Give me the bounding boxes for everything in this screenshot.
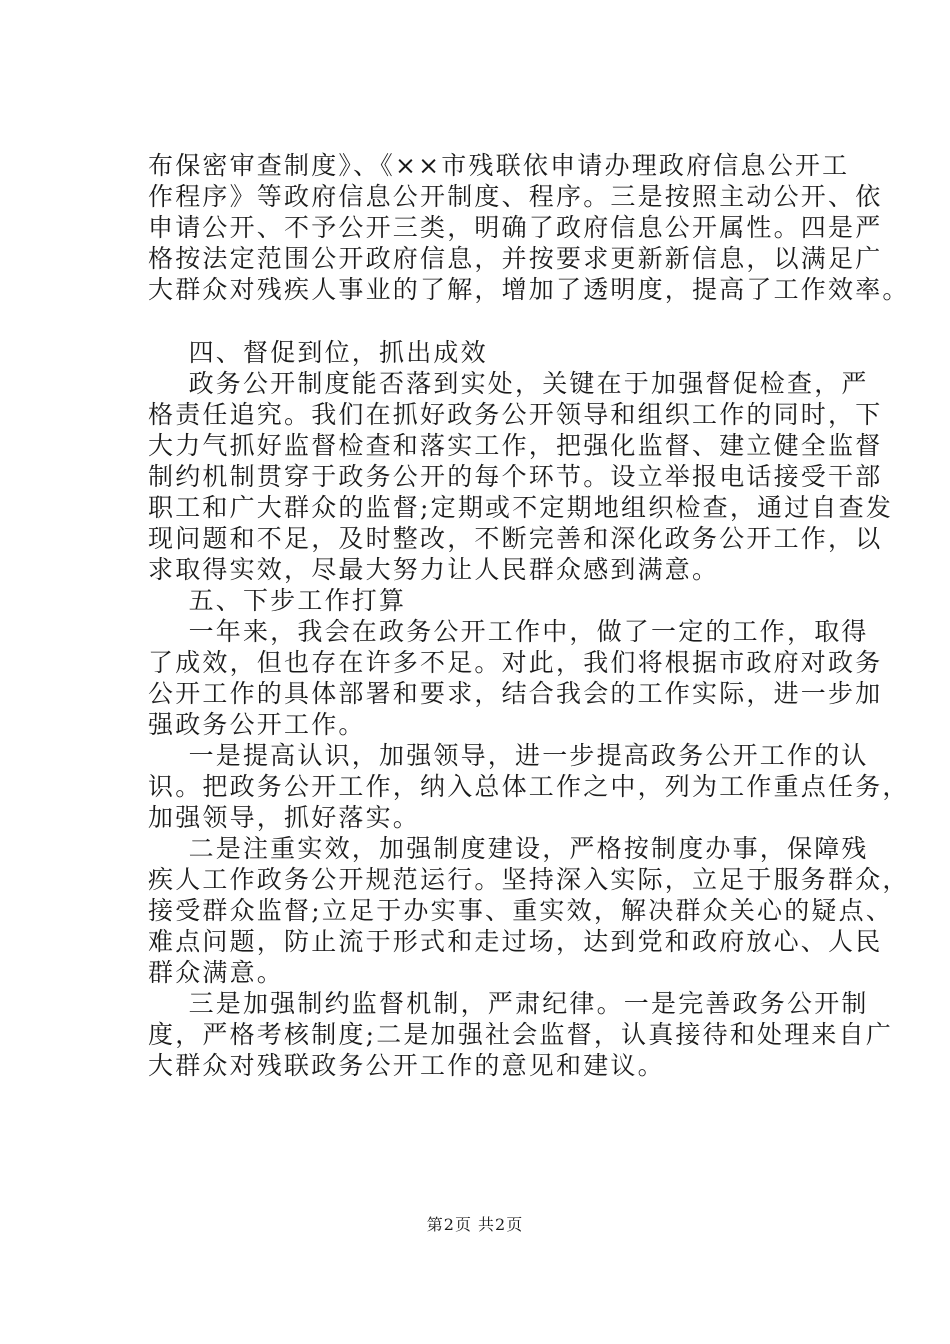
text-line: 群众满意。 [148, 958, 285, 987]
text-line: 格按法定范围公开政府信息，并按要求更新新信息，以满足广 [148, 244, 883, 273]
text-line: 二是注重实效，加强制度建设，严格按制度办事，保障残 [148, 834, 869, 863]
text-line: 难点问题，防止流于形式和走过场，达到党和政府放心、人民 [148, 927, 883, 956]
text-line: 布保密审查制度》、《××市残联依申请办理政府信息公开工 [148, 151, 850, 180]
text-line: 职工和广大群众的监督;定期或不定期地组织检查，通过自查发 [148, 493, 894, 522]
text-line: 强政务公开工作。 [148, 710, 366, 739]
section-heading: 四、督促到位，抓出成效 [148, 338, 488, 367]
paragraph-block-2 [148, 337, 910, 1081]
text-line: 大群众对残联政务公开工作的意见和建议。 [148, 1051, 665, 1080]
section-heading: 五、下步工作打算 [148, 586, 407, 615]
text-line: 加强领导，抓好落实。 [148, 803, 421, 832]
text-line: 接受群众监督;立足于办实事、重实效，解决群众关心的疑点、 [148, 896, 894, 925]
text-line: 一是提高认识，加强领导，进一步提高政务公开工作的认 [148, 741, 869, 770]
text-line: 度，严格考核制度;二是加强社会监督，认真接待和处理来自广 [148, 1020, 894, 1049]
text-line: 格责任追究。我们在抓好政务公开领导和组织工作的同时，下 [148, 400, 883, 429]
paragraph-gap [148, 305, 838, 337]
text-line: 疾人工作政务公开规范运行。坚持深入实际，立足于服务群众， [148, 865, 910, 894]
text-line: 一年来，我会在政务公开工作中，做了一定的工作，取得 [148, 617, 869, 646]
text-line: 了成效，但也存在许多不足。对此，我们将根据市政府对政务 [148, 648, 883, 677]
text-line: 识。把政务公开工作，纳入总体工作之中，列为工作重点任务， [148, 772, 910, 801]
text-line: 公开工作的具体部署和要求，结合我会的工作实际，进一步加 [148, 679, 883, 708]
page-number: 第2页 共2页 [426, 1215, 524, 1234]
text-line: 大群众对残疾人事业的了解，增加了透明度，提高了工作效率。 [148, 275, 910, 304]
paragraph-block-1 [148, 150, 910, 305]
text-line: 政务公开制度能否落到实处，关键在于加强督促检查，严 [148, 369, 869, 398]
text-line: 申请公开、不予公开三类，明确了政府信息公开属性。四是严 [148, 213, 883, 242]
text-line: 制约机制贯穿于政务公开的每个环节。设立举报电话接受干部 [148, 462, 883, 491]
text-line: 现问题和不足，及时整改，不断完善和深化政务公开工作，以 [148, 524, 883, 553]
text-line: 求取得实效，尽最大努力让人民群众感到满意。 [148, 555, 720, 584]
document-body [148, 150, 910, 1081]
text-line: 作程序》等政府信息公开制度、程序。三是按照主动公开、依 [148, 182, 883, 211]
text-line: 三是加强制约监督机制，严肃纪律。一是完善政务公开制 [148, 989, 869, 1018]
text-line: 大力气抓好监督检查和落实工作，把强化监督、建立健全监督 [148, 431, 883, 460]
page-footer [0, 1215, 950, 1235]
